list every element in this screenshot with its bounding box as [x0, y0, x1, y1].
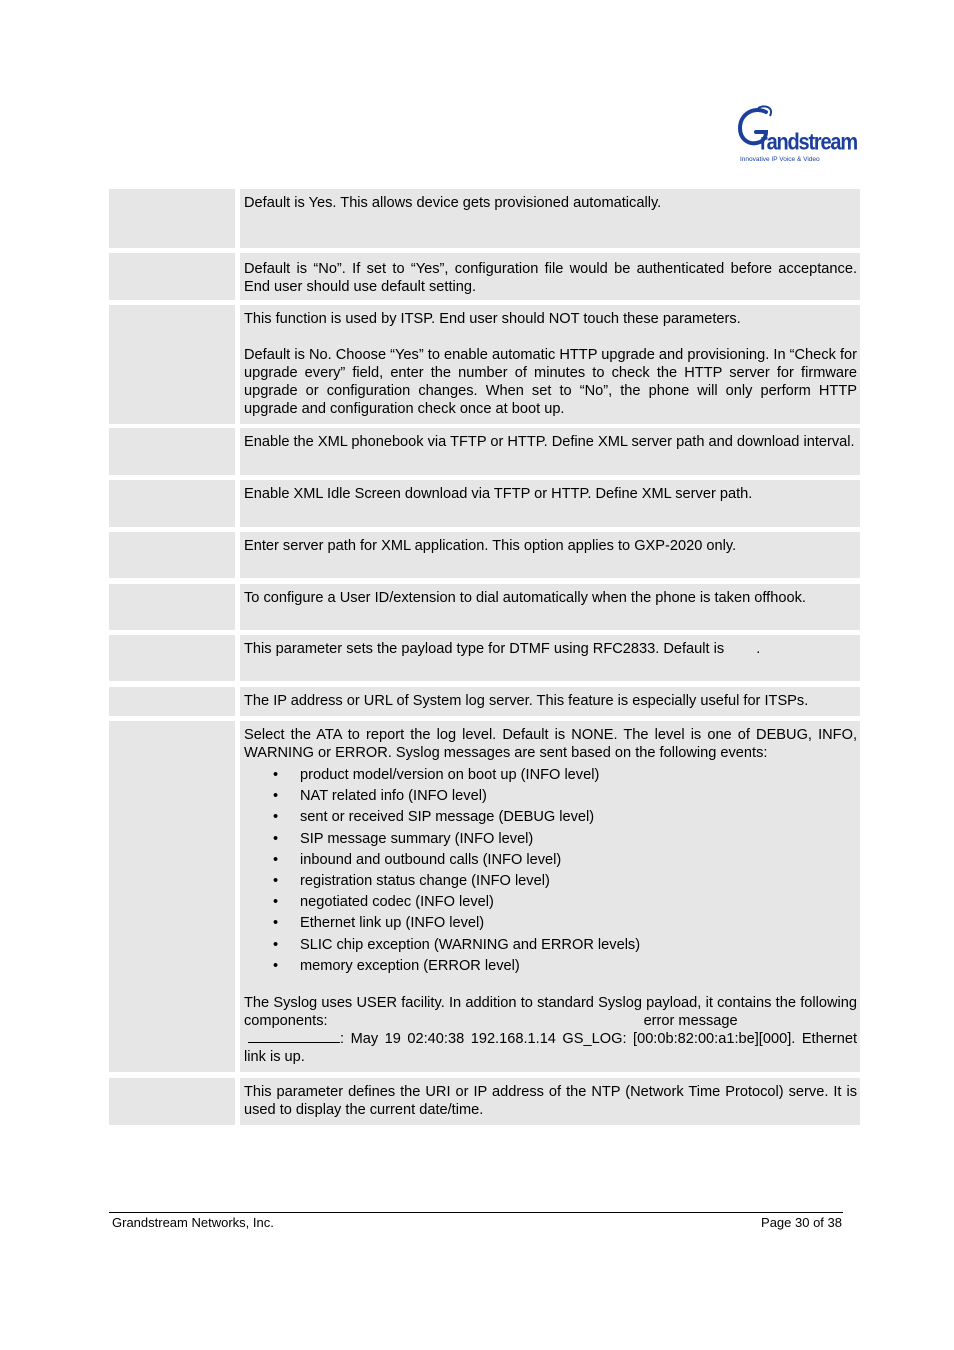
row-label-cell	[109, 480, 235, 527]
description-text: Default is Yes. This allows device gets provisioned automatically.	[244, 195, 662, 211]
table-row	[109, 687, 860, 716]
list-item: • SIP message summary (INFO level)	[300, 829, 857, 850]
row-description	[240, 189, 860, 248]
description-text: Enable the XML phonebook via TFTP or HTTP. Define XML server path and download interval.	[244, 434, 855, 450]
row-label-cell	[109, 189, 235, 248]
footer-divider	[109, 1212, 843, 1213]
description-text: The IP address or URL of System log server. This feature is especially useful for ITSPs.	[244, 693, 809, 709]
row-description	[240, 428, 860, 475]
row-label-cell	[109, 687, 235, 716]
row-description	[240, 721, 860, 1072]
row-label-cell	[109, 584, 235, 630]
row-description	[240, 305, 860, 424]
row-label-cell	[109, 532, 235, 578]
row-description	[240, 687, 860, 716]
row-description	[240, 1078, 860, 1125]
row-description	[240, 635, 860, 681]
row-label-cell	[109, 428, 235, 475]
table-row	[109, 584, 860, 630]
table-row	[109, 189, 860, 248]
row-description	[240, 584, 860, 630]
redacted-field	[248, 1030, 340, 1043]
row-label-cell	[109, 635, 235, 681]
grandstream-logo	[736, 104, 857, 166]
description-text: This parameter defines the URI or IP address of the NTP (Network Time Protocol) serve. It is used to display the current date/time.	[244, 1084, 857, 1118]
dtmf-default-text: This parameter sets the payload type for DTMF using RFC2833. Default is	[244, 641, 725, 657]
list-item: • NAT related info (INFO level)	[300, 786, 857, 807]
description-text: Default is “No”. If set to “Yes”, configuration file would be authenticated before acceptance. End user should use default setting.	[244, 261, 857, 295]
list-item: • product model/version on boot up (INFO level)	[300, 765, 857, 786]
description-text: This function is used by ITSP. End user should NOT touch these parameters.	[244, 311, 741, 327]
table-row	[109, 532, 860, 578]
list-item: • Ethernet link up (INFO level)	[300, 913, 857, 934]
row-label-cell	[109, 1078, 235, 1125]
logo-wordmark: randstream	[760, 129, 857, 155]
syslog-error-message: error message	[643, 1012, 738, 1029]
description-text: Enable XML Idle Screen download via TFTP or HTTP. Define XML server path.	[244, 486, 753, 502]
list-item: • SLIC chip exception (WARNING and ERROR levels)	[300, 935, 857, 956]
table-row	[109, 721, 860, 1072]
table-row	[109, 480, 860, 527]
list-item: • registration status change (INFO level)	[300, 871, 857, 892]
dtmf-default-period: .	[756, 641, 761, 657]
row-label-cell	[109, 253, 235, 300]
syslog-format-intro: The Syslog uses USER facility. In addition to standard Syslog payload, it contains the following components:	[244, 994, 857, 1029]
row-description	[240, 253, 860, 300]
table-row	[109, 305, 860, 424]
table-row	[109, 428, 860, 475]
table-row	[109, 1078, 860, 1125]
footer-page-number: Page 30 of 38	[761, 1215, 842, 1230]
row-description	[240, 480, 860, 527]
list-item: • memory exception (ERROR level)	[300, 956, 857, 977]
table-row	[109, 635, 860, 681]
footer-company: Grandstream Networks, Inc.	[112, 1215, 274, 1230]
row-description	[240, 532, 860, 578]
syslog-event-list	[244, 765, 857, 977]
row-label-cell	[109, 305, 235, 424]
row-label-cell	[109, 721, 235, 1072]
logo-tagline: Innovative IP Voice & Video	[740, 156, 820, 163]
table-row	[109, 253, 860, 300]
description-text: Default is No. Choose “Yes” to enable automatic HTTP upgrade and provisioning. In “Check for upgrade every” field, enter the number of minutes to check the HTTP server for firmware upgrade or configuration changes. When set to “No”, the phone will only perform HTTP upgrade and configuration check once at boot up.	[244, 347, 857, 417]
description-text	[244, 640, 857, 658]
list-item: • inbound and outbound calls (INFO level)	[300, 850, 857, 871]
syslog-example: : May 19 02:40:38 192.168.1.14 GS_LOG: [00:0b:82:00:a1:be][000]. Ethernet link is up.	[244, 1030, 857, 1065]
syslog-level-intro: Select the ATA to report the log level. Default is NONE. The level is one of DEBUG, INFO, WARNING or ERROR. Syslog messages are sent based on the following events:	[244, 727, 857, 761]
description-text: Enter server path for XML application. This option applies to GXP-2020 only.	[244, 538, 737, 554]
syslog-format-text	[244, 994, 857, 1066]
list-item: • sent or received SIP message (DEBUG level)	[300, 807, 857, 828]
description-text: To configure a User ID/extension to dial automatically when the phone is taken offhook.	[244, 590, 806, 606]
list-item: • negotiated codec (INFO level)	[300, 892, 857, 913]
